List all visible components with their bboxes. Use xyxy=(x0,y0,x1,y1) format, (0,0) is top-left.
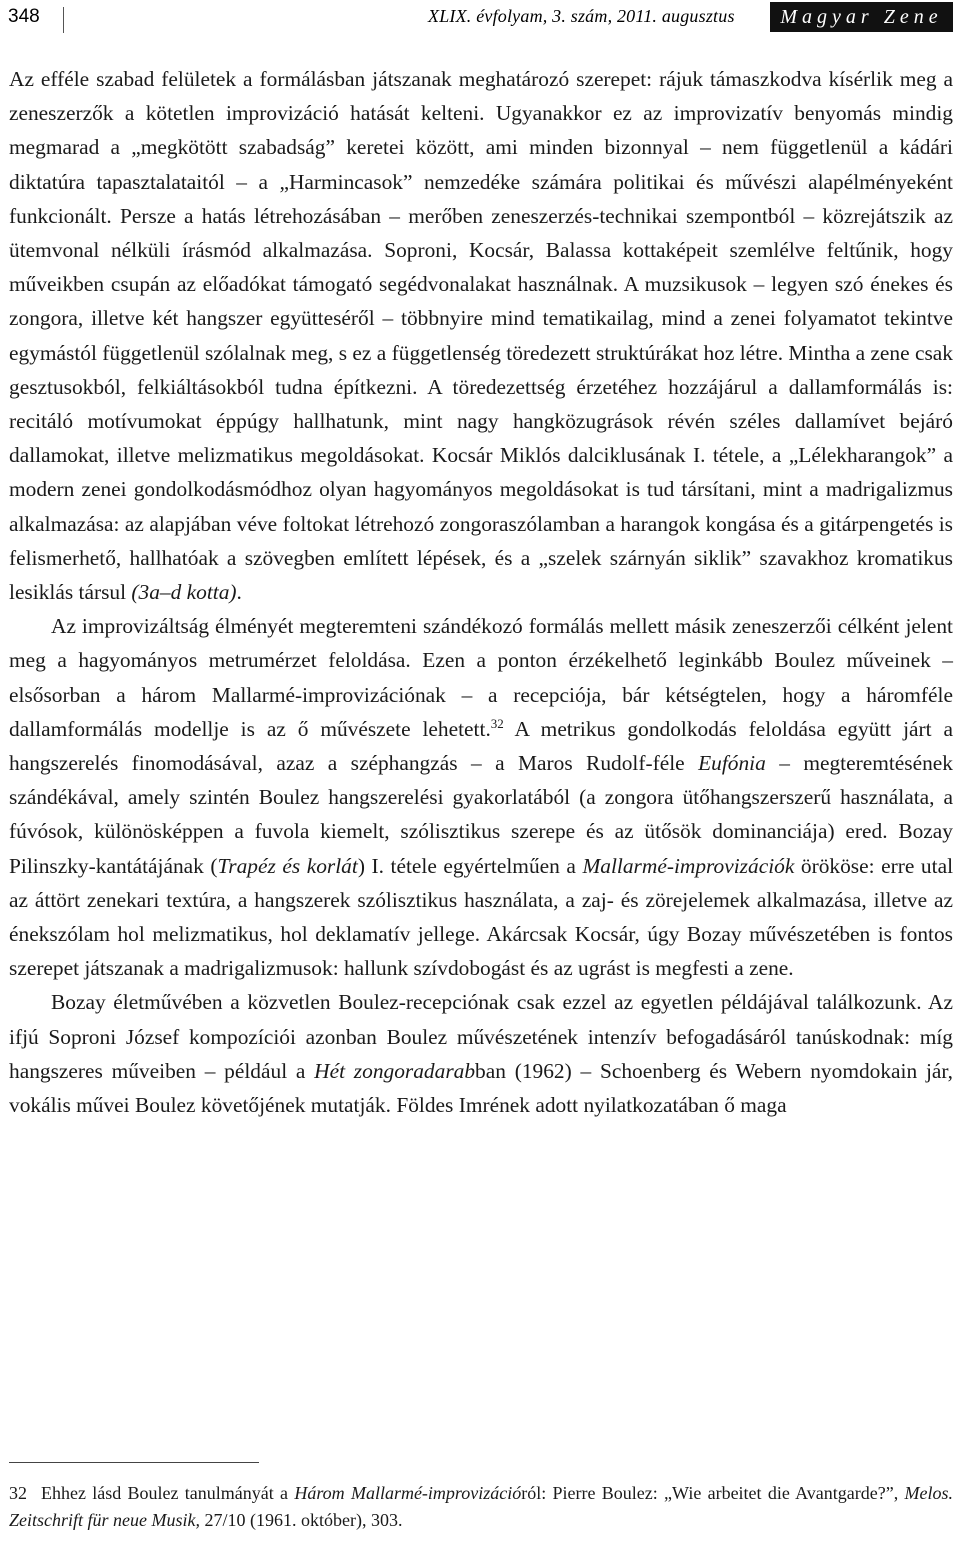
page-number: 348 xyxy=(8,6,40,27)
text-run: . xyxy=(236,580,242,605)
journal-issue-info: XLIX. évfolyam, 3. szám, 2011. augusztus xyxy=(428,6,735,26)
italic-text: Eufónia xyxy=(698,751,766,776)
footnote-ref: 32 xyxy=(490,715,504,731)
article-body xyxy=(9,62,953,1122)
header-divider xyxy=(63,7,64,33)
paragraph-3 xyxy=(9,985,953,1122)
text-run: A metrikus gondolkodás feloldása együtt járt a hangszerelés finomodásával, azaz a széphangzás – a Maros Rudolf-féle xyxy=(9,716,954,776)
italic-text: Hét zongoradarab xyxy=(314,1058,476,1083)
italic-text: Mallarmé-improvizációk xyxy=(582,853,795,878)
italic-text: Trapéz és korlát xyxy=(217,853,358,878)
footnote-divider xyxy=(9,1462,259,1463)
italic-text: Melos. Zeitschrift für neue Musik, xyxy=(9,1483,953,1530)
italic-text: Három Mallarmé-improvizáció xyxy=(294,1483,522,1503)
text-run: Bozay életművében a közvetlen Boulez-recepciónak csak ezzel az egyetlen példájával találkozunk. Az ifjú Soproni József kompozíciói azonban Boulez művészetének intenzív befogadásáról tanúskodnak: míg hangszeres műveiben – például a xyxy=(9,990,953,1083)
page-header xyxy=(0,0,960,40)
text-run: 27/10 (1961. október), 303. xyxy=(199,1510,403,1530)
journal-name-badge: Magyar Zene xyxy=(770,2,953,32)
text-run: ban (1962) – Schoenberg és Webern nyomdokain jár, vokális művei Boulez követőjének mutatják. Földes Imrének adott nyilatkozatában ő maga xyxy=(9,1058,953,1118)
text-run: ról: Pierre Boulez: „Wie arbeitet die Avantgarde?”, xyxy=(521,1483,905,1503)
paragraph-2 xyxy=(9,609,953,985)
text-run: – megteremtésének szándékával, amely szintén Boulez hangszerelési gyakorlatából (a zongora ütőhangszerszerű használata, a fúvósok, különösképpen a fuvola kiemelt, szólisztikus szerepe és az ütősök dominanciája) ered. Bozay Pilinszky-kantátájának ( xyxy=(9,751,953,878)
text-run: Az improvizáltság élményét megteremteni szándékozó formálás mellett másik zeneszerzői célként jelent meg a hagyományos metrumérzet feloldása. Ezen a ponton érzékelhető leginkább Boulez műveinek – elsősorban a három Mallarmé-improvizációnak – a recepciója, bár kétségtelen, hogy a háromféle dallamformálás modellje is az ő művészete lehetett. xyxy=(9,614,953,741)
italic-text: (3a–d kotta) xyxy=(131,580,237,605)
text-run: örököse: erre utal az áttört zenekari textúra, a hangszerek szólisztikus használata, a zaj- és zörejelemek alkalmazása, illetve az énekszólam hol melizmatikus, hol deklamatív jellege. Akárcsak Kocsár, úgy Bozay művészetében is fontos szerepet játszanak a madrigalizmusok: hallunk szívdobogást és az ugrást is megfesti a zene. xyxy=(9,853,954,981)
text-run: Az efféle szabad felületek a formálásban játszanak meghatározó szerepet: rájuk támaszkodva kísérlik meg a zeneszerzők a kötetlen improvizáció hatását kelteni. Ugyanakkor ez az improvizatív benyomás mindig megmarad a „megkötött szabadság” keretei között, ami minden bizonnyal – nem függetlenül a kádári diktatúra tapasztalataitól – a „Harmincasok” nemzedéke számára politikai és művészi alapélményeként funkcionált. Persze a hatás létrehozásában – merőben zeneszerzés-technikai szempontból – közrejátszik az ütemvonal nélküli írásmód alkalmazása. Soproni, Kocsár, Balassa kottaképeit szemlélve feltűnik, hogy műveikben csupán az előadókat támogató segédvonalakat használnak. A muzsikusok – legyen szó énekes és zongora, illetve két hangszer együtteséről – többnyire mind tematikailag, mind a zenei folyamatot tekintve egymástól függetlenül szólalnak meg, s ez a függetlenség töredezett struktúrákat hoz létre. Mintha a zene csak gesztusokból, felkiáltásokból tudna építkezni. A töredezettség érzetéhez hozzájárul a dallamformálás is: recitáló motívumokat éppúgy hallhatunk, mint nagy hangközugrások révén széles dallamívet bejáró dallamokat, illetve melizmatikus megoldásokat. Kocsár Miklós dalciklusának I. tétele, a „Lélekharangok” a modern zenei gondolkodásmódhoz olyan hagyományos megoldásokat is tud társítani, mint a madrigalizmus alkalmazása: az alapjában véve foltokat létrehozó zongoraszólamban a harangok kongása és a gitárpengetés is felismerhető, hallhatóak a szövegben említett lépések, és a „szelek szárnyán siklik” szavakhoz kromatikus lesiklás társul xyxy=(9,67,953,605)
paragraph-1 xyxy=(9,62,953,609)
footnote-text xyxy=(9,1483,953,1530)
footnote-number: 32 xyxy=(9,1483,27,1503)
footnote xyxy=(9,1480,953,1534)
text-run: Ehhez lásd Boulez tanulmányát a xyxy=(41,1483,295,1503)
text-run: ) I. tétele egyértelműen a xyxy=(357,853,583,878)
